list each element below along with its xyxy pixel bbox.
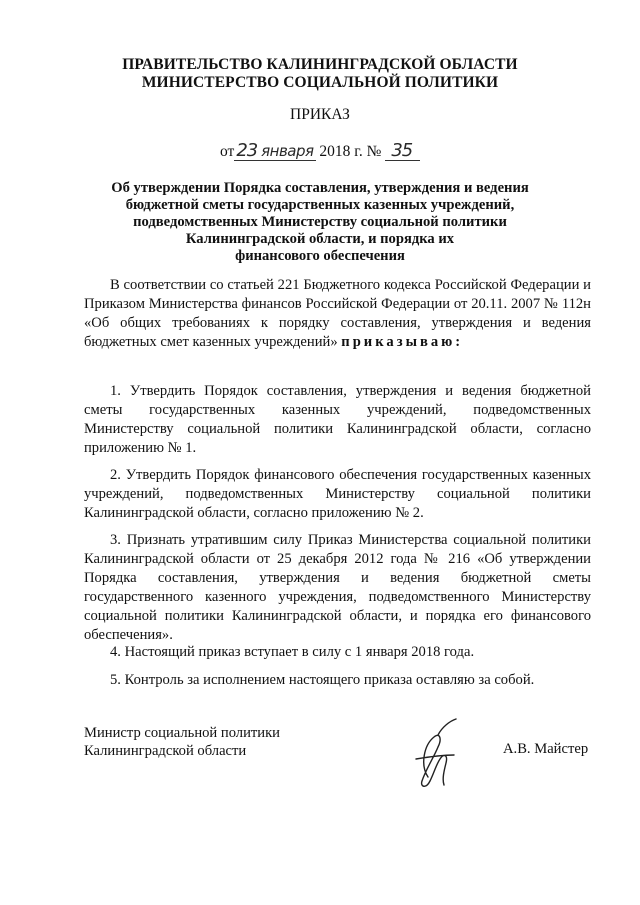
- date-prefix: от: [220, 143, 235, 160]
- item-text: 1. Утвердить Порядок составления, утверждения и ведения бюджетной сметы государственных казенных учреждений, подведомственных Министерству социальной политики Калининградской области, согласно приложению № 1.: [84, 383, 591, 456]
- signatory-position-line: Калининградской области: [84, 743, 247, 759]
- item-5: [84, 671, 591, 690]
- title-line: Калининградской области, и порядка их: [185, 231, 455, 247]
- signatory-position-line: Министр социальной политики: [84, 725, 280, 741]
- document-title: [60, 180, 580, 265]
- title-line: бюджетной сметы государственных казенных учреждений,: [125, 197, 515, 213]
- item-4: [84, 643, 591, 662]
- doc-type: ПРИКАЗ: [290, 106, 350, 123]
- header-ministry: МИНИСТЕРСТВО СОЦИАЛЬНОЙ ПОЛИТИКИ: [141, 74, 499, 91]
- item-2: [84, 466, 591, 523]
- item-3: [84, 531, 591, 645]
- title-line: подведомственных Министерству социальной политики: [133, 214, 507, 230]
- order-number-field: [385, 140, 420, 161]
- number-sign: №: [366, 143, 382, 160]
- preamble-paragraph: [84, 276, 591, 352]
- item-text: 5. Контроль за исполнением настоящего приказа оставляю за собой.: [110, 672, 535, 688]
- order-word: приказываю:: [341, 334, 464, 350]
- date-day: 23: [236, 140, 258, 161]
- date-day-month: [234, 140, 315, 161]
- item-1: [84, 382, 591, 458]
- date-year: 2018 г.: [319, 143, 363, 160]
- signatory-name: А.В. Майстер: [503, 741, 589, 757]
- preamble-body: В соответствии со статьей 221 Бюджетного кодекса Российской Федерации и Приказом Министерства финансов Российской Федерации от 20.11. 2007 № 112н «Об общих требованиях к порядку составления, утверждения и ведения бюджетных смет казенных учреждений»: [84, 277, 591, 350]
- title-line: Об утверждении Порядка составления, утверждения и ведения: [111, 180, 529, 196]
- date-month: января: [261, 142, 314, 160]
- item-text: 4. Настоящий приказ вступает в силу с 1 января 2018 года.: [110, 644, 475, 660]
- item-text: 2. Утвердить Порядок финансового обеспечения государственных казенных учреждений, подведомственных Министерству социальной политики Калининградской области, согласно приложению № 2.: [84, 467, 591, 521]
- header-government: ПРАВИТЕЛЬСТВО КАЛИНИНГРАДСКОЙ ОБЛАСТИ: [122, 56, 518, 73]
- item-text: 3. Признать утратившим силу Приказ Министерства социальной политики Калининградской области от 25 декабря 2012 года № 216 «Об утверждении Порядка составления, утверждения и ведения бюджетной сметы государственного казенного учреждения, подведомственного Министерству социальной политики Калининградской области, и порядка его финансового обеспечения».: [84, 532, 591, 643]
- preamble-text: [84, 276, 591, 352]
- order-date-line: [0, 140, 640, 161]
- handwritten-signature-icon: [398, 715, 468, 795]
- signatory-position: [84, 724, 280, 760]
- title-line: финансового обеспечения: [235, 248, 405, 264]
- order-number: 35: [391, 140, 413, 161]
